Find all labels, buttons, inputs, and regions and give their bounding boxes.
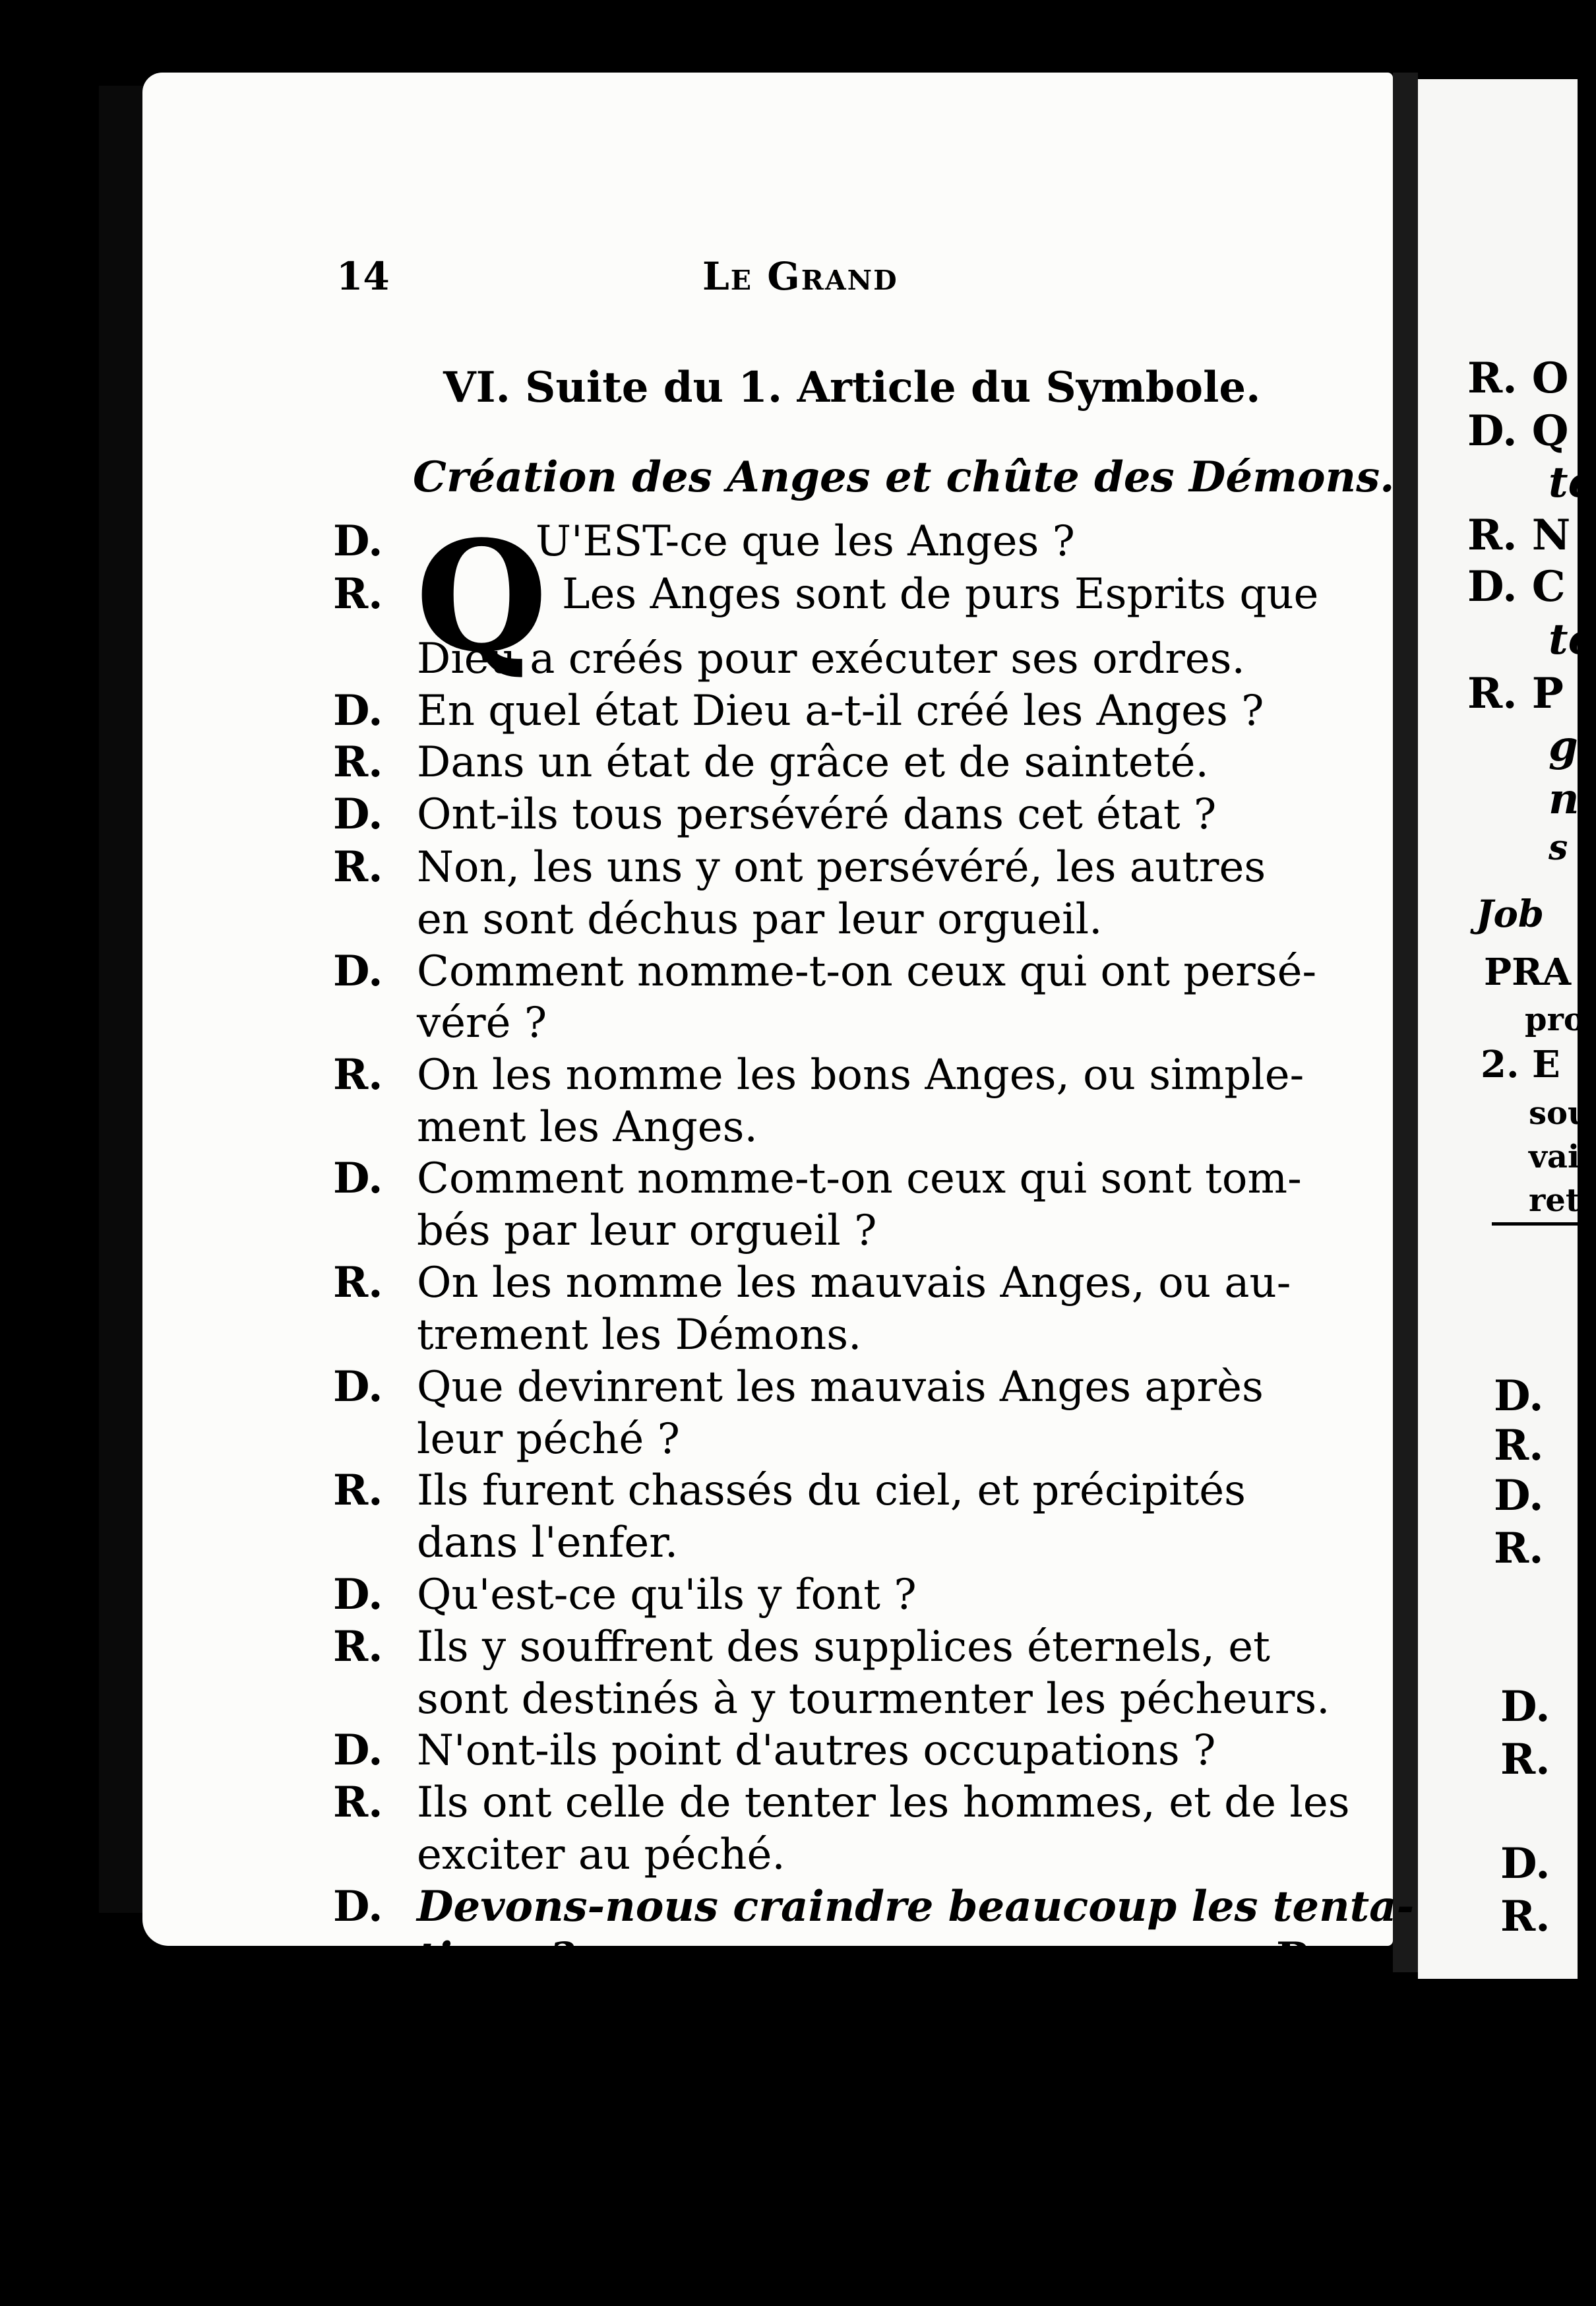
text-line: sont destinés à y tourmenter les pécheurs. <box>417 1675 1330 1724</box>
text-line: N'ont-ils point d'autres occupations ? <box>417 1726 1216 1775</box>
facing-text: D. <box>1500 1682 1550 1731</box>
label-d: D. <box>333 1726 383 1775</box>
facing-text: D. <box>1494 1471 1544 1520</box>
label-r: R. <box>333 737 383 787</box>
text-line: en sont déchus par leur orgueil. <box>417 895 1103 944</box>
text-line: véré ? <box>417 999 547 1047</box>
text-line: Ils ont celle de tenter les hommes, et de les <box>417 1778 1350 1827</box>
label-r: R. <box>333 569 383 619</box>
text-line: Comment nomme-t-on ceux qui sont tom- <box>417 1154 1302 1203</box>
catchword: R. <box>1276 1933 1326 1983</box>
running-title: Le Grand <box>702 254 898 299</box>
facing-text: R. <box>1500 1892 1550 1941</box>
drop-cap: Q <box>415 508 548 686</box>
facing-text: PRA <box>1484 950 1572 994</box>
facing-text: R. <box>1500 1735 1550 1784</box>
label-r: R. <box>333 1050 383 1100</box>
section-heading <box>443 363 1261 412</box>
facing-text: te <box>1549 458 1595 507</box>
facing-text: 2. E <box>1481 1043 1560 1086</box>
facing-text: g <box>1549 722 1578 771</box>
text-line: ment les Anges. <box>417 1103 758 1152</box>
text-line: dans l'enfer. <box>417 1518 679 1567</box>
text-line: Ont-ils tous persévéré dans cet état ? <box>417 790 1217 839</box>
text-line: trement les Démons. <box>417 1311 862 1359</box>
facing-rule <box>1492 1222 1578 1226</box>
text-line: Ils y souffrent des supplices éternels, et <box>417 1623 1270 1671</box>
section-subheading: Création des Anges et chûte des Démons. <box>413 452 1395 502</box>
text-line: Non, les uns y ont persévéré, les autres <box>417 843 1266 892</box>
label-d: D. <box>333 516 383 566</box>
text-line: Comment nomme-t-on ceux qui ont persé- <box>417 947 1317 996</box>
label-d: D. <box>333 947 383 996</box>
text-line: Les Anges sont de purs Esprits que <box>562 570 1319 619</box>
text-line: U'EST-ce que les Anges ? <box>536 517 1075 566</box>
label-r: R. <box>333 842 383 892</box>
label-r: R. <box>333 1778 383 1827</box>
facing-text: D. Q <box>1467 406 1569 456</box>
facing-text: Job <box>1476 892 1545 936</box>
text-line: En quel état Dieu a-t-il créé les Anges ? <box>417 687 1264 735</box>
text-line: Ils furent chassés du ciel, et précipités <box>417 1466 1246 1515</box>
label-d: D. <box>333 1882 383 1931</box>
text-line: On les nomme les mauvais Anges, ou au- <box>417 1259 1291 1307</box>
text-line: tions ? <box>417 1933 574 1983</box>
text-line: leur péché ? <box>417 1415 680 1464</box>
facing-text: R. N <box>1467 511 1571 560</box>
facing-text: pro <box>1525 1001 1585 1038</box>
page-number: 14 <box>336 254 390 299</box>
facing-text: D. C <box>1467 562 1566 611</box>
label-d: D. <box>333 1362 383 1412</box>
label-r: R. <box>333 1622 383 1671</box>
facing-text: sou <box>1529 1095 1591 1132</box>
facing-text: ret <box>1529 1182 1580 1219</box>
facing-text: n <box>1549 774 1580 824</box>
label-r: R. <box>333 1258 383 1307</box>
facing-text: vai <box>1529 1138 1580 1175</box>
facing-text: s <box>1549 828 1568 868</box>
text-line: exciter au péché. <box>417 1830 785 1879</box>
section-heading-text: VI. Suite du 1. Article du Symbole. <box>443 363 1261 412</box>
text-line: Que devinrent les mauvais Anges après <box>417 1363 1264 1412</box>
text-line: On les nomme les bons Anges, ou simple- <box>417 1051 1304 1100</box>
facing-text: D. <box>1500 1839 1550 1888</box>
facing-text: to <box>1549 615 1596 664</box>
label-d: D. <box>333 1570 383 1619</box>
label-d: D. <box>333 686 383 735</box>
text-line: Devons-nous craindre beaucoup les tenta- <box>417 1882 1415 1931</box>
text-line: Qu'est-ce qu'ils y font ? <box>417 1571 917 1619</box>
facing-text: R. <box>1494 1524 1544 1573</box>
text-line: Dans un état de grâce et de sainteté. <box>417 738 1209 787</box>
text-line: Dieu a créés pour exécuter ses ordres. <box>417 635 1245 683</box>
label-r: R. <box>333 1466 383 1515</box>
page-gutter <box>1393 73 1418 1972</box>
facing-text: R. O <box>1467 354 1569 403</box>
facing-text: D. <box>1494 1371 1544 1421</box>
text-line: bés par leur orgueil ? <box>417 1206 877 1255</box>
facing-text: R. P <box>1467 669 1564 718</box>
facing-text: R. <box>1494 1421 1544 1470</box>
label-d: D. <box>333 790 383 839</box>
label-d: D. <box>333 1154 383 1203</box>
